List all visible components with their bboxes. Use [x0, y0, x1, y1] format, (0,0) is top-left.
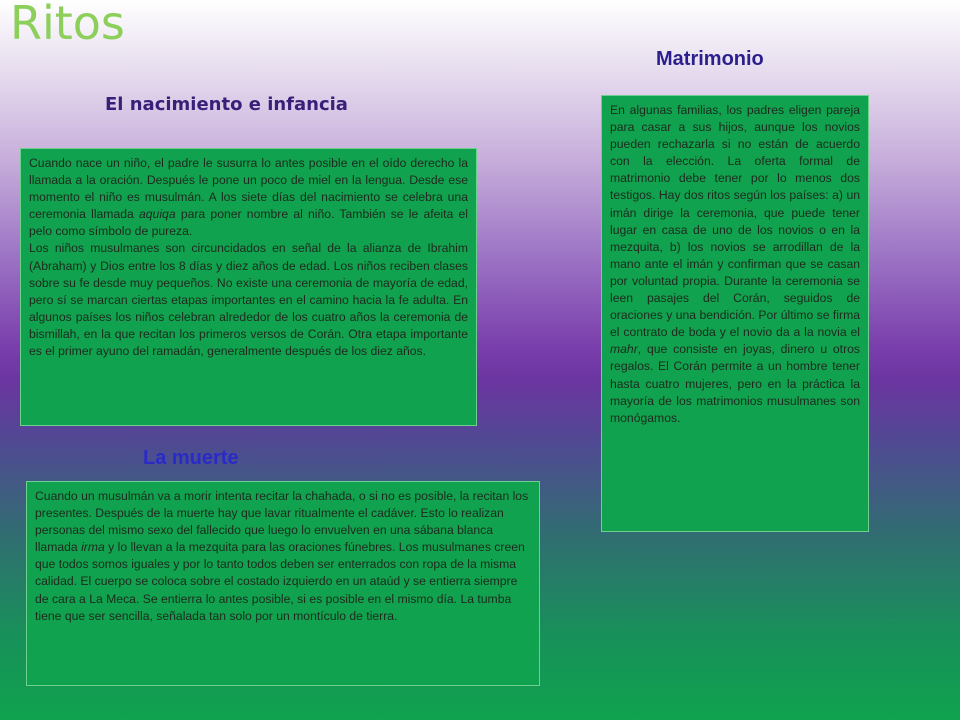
muerte-term-irma: irma: [81, 540, 105, 555]
text-box-nacimiento: [20, 148, 477, 426]
nacimiento-paragraph-1: [29, 155, 468, 240]
matrimonio-text-b: , que consiste en joyas, dinero u otros regalos. El Corán permite a un hombre tener hasta cuatro mujeres, pero en la práctica la mayoría de los matrimonios musulmanes son monógamos.: [610, 342, 860, 425]
matrimonio-term-mahr: mahr: [610, 342, 638, 357]
heading-nacimiento: El nacimiento e infancia: [105, 94, 348, 115]
nacimiento-text-a: Cuando nace un niño, el padre le susurra lo antes posible en el oído derecho la llamada a la oración. Después le pone un poco de miel en la lengua. Desde ese momento el niño es musulmán. A los siete días del nacimiento se celebra una ceremonia llamada: [29, 156, 468, 222]
nacimiento-text-b: para poner nombre al niño. También se le afeita el pelo como símbolo de pureza.: [29, 207, 468, 239]
text-box-matrimonio: [601, 95, 869, 532]
heading-matrimonio: Matrimonio: [656, 48, 764, 70]
nacimiento-term-aquiqa: aquiqa: [139, 207, 176, 222]
nacimiento-paragraph-2: Los niños musulmanes son circuncidados en señal de la alianza de Ibrahim (Abraham) y Dios entre los 8 días y diez años de edad. Los niños reciben clases sobre su fe desde muy pequeños. No existe una ceremonia de mayoría de edad, pero sí se marcan ciertas etapas importantes en el camino hacia la fe adulta. En algunos países los niños celebran alrededor de los cuatro años la ceremonia de bismillah, en la que recitan los primeros versos de Corán. Otra etapa importante es el primer ayuno del ramadán, generalmente después de los diez años.: [29, 241, 468, 359]
matrimonio-paragraph: [610, 102, 860, 427]
muerte-text-b: y lo llevan a la mezquita para las oraciones fúnebres. Los musulmanes creen que todos somos iguales y por lo tanto todos deben ser enterrados con ropa de la misma calidad. El cuerpo se coloca sobre el costado izquierdo en un ataúd y se entierra siempre de cara a La Meca. Se entierra lo antes posible, si es posible en el mismo día. La tumba tiene que ser sencilla, señalada tan solo por un montículo de tierra.: [35, 540, 525, 623]
matrimonio-text-a: En algunas familias, los padres eligen pareja para casar a sus hijos, aunque los novios pueden rechazarla si no están de acuerdo con la elección. La oferta formal de matrimonio debe tener por lo menos dos testigos. Hay dos ritos según los países: a) un imán dirige la ceremonia, que puede tener lugar en casa de uno de los novios o en la mezquita, b) los novios se arrodillan de la mano ante el imán y confirman que se casan por voluntad propia. Durante la ceremonia se leen pasajes del Corán, seguidos de oraciones y una bendición. Por último se firma el contrato de boda y el novio da a la novia el: [610, 103, 860, 340]
muerte-paragraph: [35, 488, 531, 625]
text-box-muerte: [26, 481, 540, 686]
muerte-text-a: Cuando un musulmán va a morir intenta recitar la chahada, o si no es posible, la recitan los presentes. Después de la muerte hay que lavar ritualmente el cadáver. Esto lo realizan personas del mismo sexo del fallecido que luego lo envuelven en una sábana blanca llamada: [35, 489, 529, 555]
heading-muerte: La muerte: [143, 447, 239, 469]
slide-title: Ritos: [10, 0, 125, 50]
